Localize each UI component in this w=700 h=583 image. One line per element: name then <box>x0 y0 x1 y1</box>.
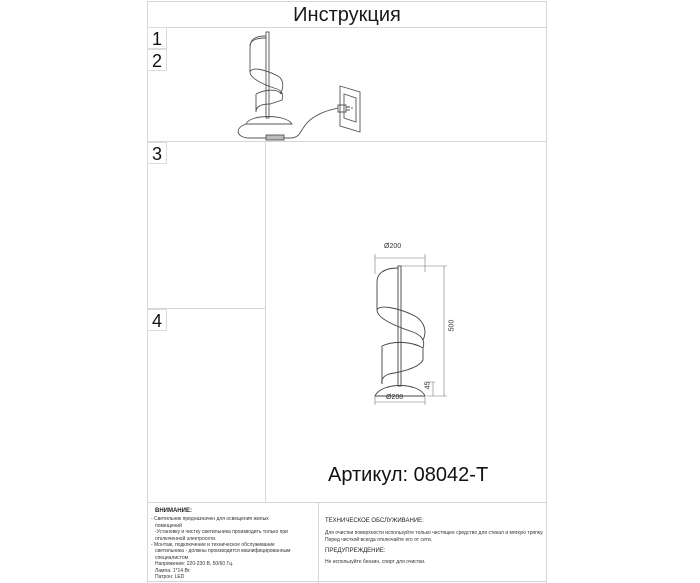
article-number: Артикул: 08042-T <box>328 464 489 486</box>
warning-line: специалистом <box>155 554 189 561</box>
maintenance-line: Для очистки поверхности используйте только чистящее средство для стекал и мягкую тряпку. <box>325 530 544 537</box>
height-label: 500 <box>448 319 456 332</box>
caution-heading: ПРЕДУПРЕЖДЕНИЕ: <box>325 548 386 555</box>
base-height-label: 45 <box>424 381 432 390</box>
page-title: Инструкция <box>293 4 401 26</box>
maintenance-notes <box>325 518 545 565</box>
lamp-plug-illustration <box>230 32 370 142</box>
step-number-3: 3 <box>147 142 167 164</box>
voltage-spec: Напряжение: 220-230 В, 50/60 Гц. <box>155 561 234 568</box>
warning-notes <box>151 508 316 580</box>
warning-line: отключенной электросети. <box>155 535 217 542</box>
lamp-spec: Лампа: 1*14 Вт. <box>155 567 191 574</box>
warning-line: -Установку и чистку светильника производить только при <box>155 529 288 536</box>
caution-line: Не используйте бензин, спирт для очистки. <box>325 558 426 565</box>
maintenance-heading: ТЕХНИЧЕСКОЕ ОБСЛУЖИВАНИЕ: <box>325 518 424 524</box>
warning-heading: ВНИМАНИЕ: <box>155 508 192 514</box>
maintenance-line: Перед чисткой всегда отключайте его от сети. <box>325 536 433 543</box>
warning-line: помещений <box>155 522 182 529</box>
socket-spec: Патрон: LED <box>155 574 185 581</box>
base-diameter-label: Ø208 <box>386 394 404 401</box>
warning-line: светильника - должны производится квалифицированным <box>155 548 291 555</box>
shade-diameter-label: Ø200 <box>384 243 402 250</box>
warning-line: - Светильник предназначен для освещения жилых <box>151 516 269 523</box>
step-number-4: 4 <box>147 309 167 331</box>
warning-line: - Монтаж, подключение и техническое обслуживание <box>151 542 275 549</box>
step-number-1: 1 <box>147 27 167 49</box>
step-number-2: 2 <box>147 49 167 71</box>
